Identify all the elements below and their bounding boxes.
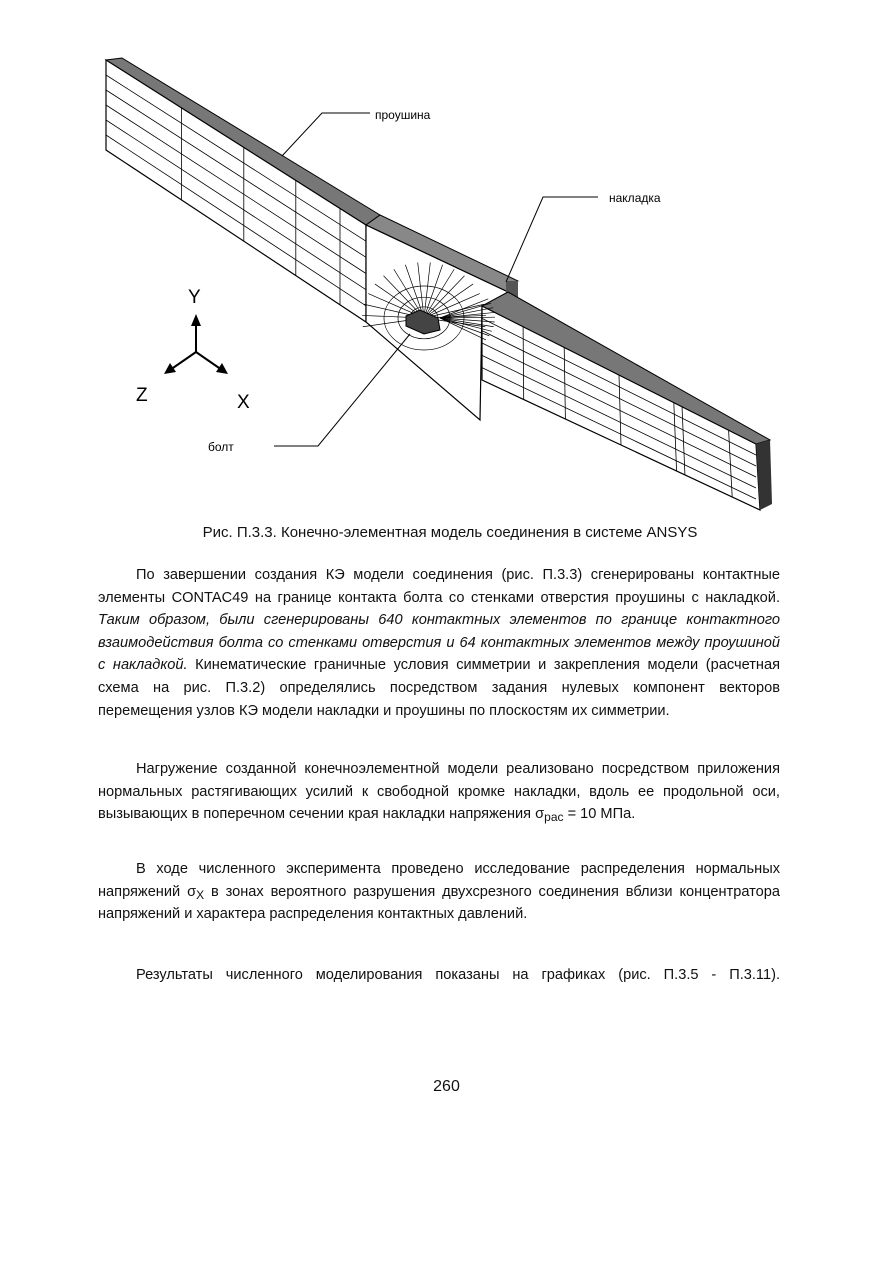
- paragraph-3-part-b: в зонах вероятного разрушения двухсрезного соединения вблизи концентратора напряжений и характера распределения контактных давлений.: [98, 883, 780, 923]
- fe-model-figure: [0, 0, 893, 520]
- overlay-label: накладка: [609, 191, 661, 205]
- right-beam-front-face: [482, 306, 760, 510]
- axis-x-label: X: [237, 392, 250, 413]
- eye-label: проушина: [375, 108, 431, 122]
- axis-z-label: Z: [136, 385, 148, 406]
- paragraph-1: [98, 564, 780, 722]
- paragraph-2: [98, 758, 780, 826]
- eye-leader-line: [282, 113, 370, 156]
- axis-y-label: Y: [188, 287, 201, 308]
- sigma-subscript: рас: [544, 810, 564, 825]
- page-number: 260: [433, 1078, 460, 1095]
- bolt-leader-line: [274, 334, 410, 446]
- paragraph-1-part-a: По завершении создания КЭ модели соединения (рис. П.3.3) сгенерированы контактные элементы CONTAC49 на границе контакта болта со стенками отверстия проушины с накладкой.: [98, 567, 780, 606]
- paragraph-2-part-b: = 10 МПа.: [563, 806, 636, 823]
- paragraph-3-part-a: В ходе численного эксперимента проведено исследование распределения нормальных напряжений: [98, 861, 780, 900]
- sigma-x-subscript: X: [196, 887, 205, 902]
- paragraph-2-part-a: Нагружение созданной конечноэлементной модели реализовано посредством приложения нормальных растягивающих усилий к свободной кромке накладки, вдоль ее продольной оси, вызывающих в поперечном сечении края накладки напряжения: [98, 761, 780, 823]
- paragraph-4: [98, 964, 780, 987]
- axis-triad: [164, 314, 228, 374]
- paragraph-4-text: Результаты численного моделирования показаны на графиках (рис. П.3.5 - П.3.11).: [136, 967, 780, 983]
- paragraph-1-part-b: Таким образом, были сгенерированы 640 контактных элементов по границе контактного взаимодействия болта со стенками отверстия и 64 контактных элементов между проушиной с накладкой.: [98, 612, 780, 674]
- sigma-symbol: σ: [535, 806, 545, 823]
- figure-caption: Рис. П.3.3. Конечно-элементная модель соединения в системе ANSYS: [202, 524, 698, 541]
- paragraph-1-part-c: Кинематические граничные условия симметрии и закрепления модели (расчетная схема на рис. П.3.2) определялись посредством задания нулевых компонент векторов перемещения узлов КЭ модели накладки и проушины по плоскостям их симметрии.: [98, 657, 781, 719]
- sigma-x-symbol: σ: [187, 883, 197, 900]
- overlay-leader-line: [506, 197, 598, 282]
- bolt-label: болт: [208, 440, 234, 454]
- paragraph-3: [98, 858, 780, 926]
